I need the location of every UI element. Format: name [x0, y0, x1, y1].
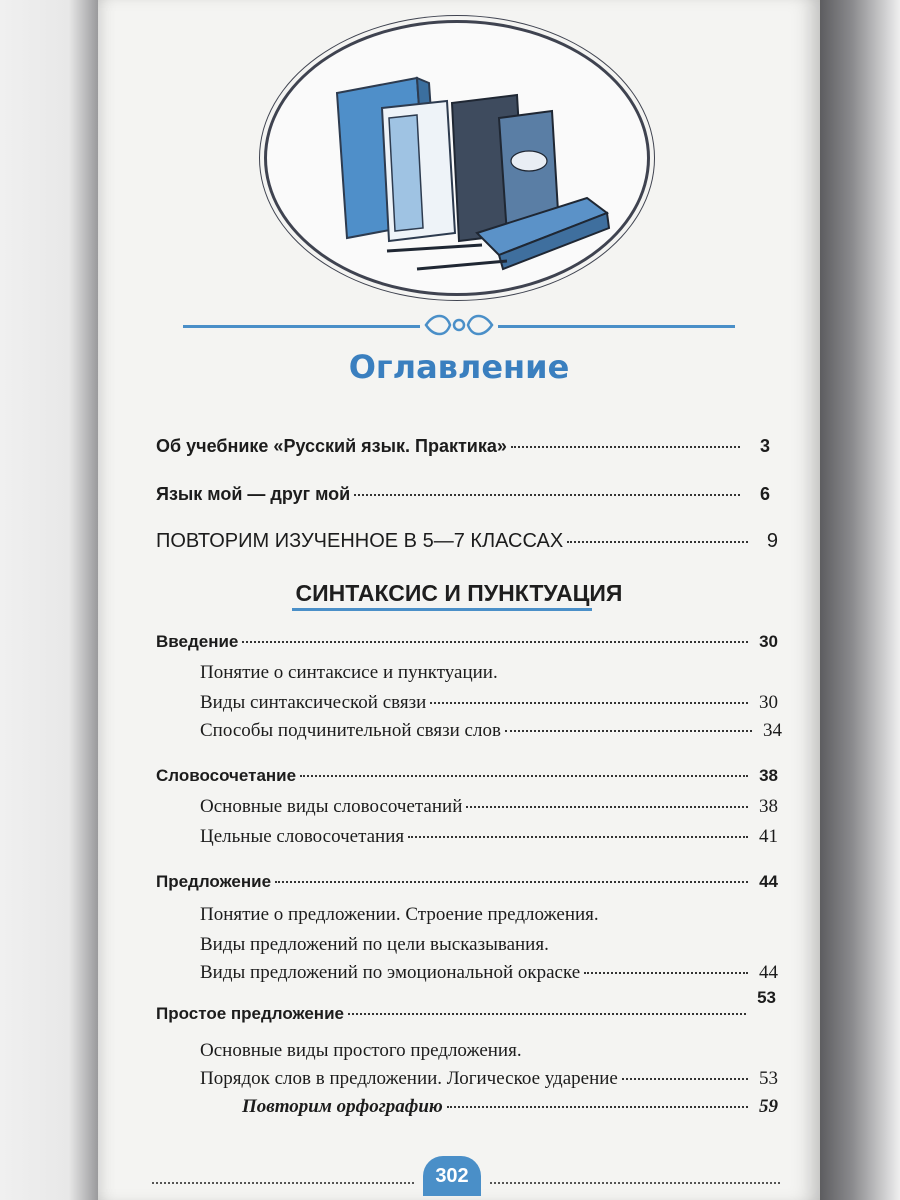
toc-entry[interactable]: [200, 720, 782, 742]
toc-entry-label: Простое предложение: [156, 1004, 344, 1023]
leader-dots: [348, 1012, 746, 1015]
toc-entry[interactable]: [156, 766, 778, 786]
toc-entry-label: Виды синтаксической связи: [200, 692, 427, 713]
toc-entry[interactable]: [242, 1096, 778, 1118]
ornament-icon: [420, 311, 498, 339]
left-page-edge: [0, 0, 98, 1200]
books-illustration: [264, 20, 650, 296]
toc-entry-label: Введение: [156, 632, 239, 651]
toc-entry-label: ПОВТОРИМ ИЗУЧЕННОЕ В 5—7 КЛАССАХ: [156, 530, 564, 552]
toc-entry-label: Предложение: [156, 872, 272, 891]
toc-entry-page: 30: [759, 632, 778, 651]
toc-entry-page: 3: [759, 436, 770, 456]
toc-entry-page: 30: [759, 692, 778, 713]
toc-entry-label: Виды предложений по цели высказывания.: [200, 934, 549, 955]
pen-icon: [387, 245, 482, 251]
leader-dots: [300, 774, 748, 777]
document-page: [98, 0, 820, 1200]
right-page-shadow: [820, 0, 900, 1200]
toc-entry-page: 38: [759, 766, 778, 785]
page-number: 302: [423, 1156, 481, 1196]
toc-entry-page: 44: [759, 962, 778, 983]
toc-entry-label: Способы подчинительной связи слов: [200, 720, 501, 741]
toc-entry[interactable]: [156, 530, 778, 553]
toc-entry-page: 53: [759, 1068, 778, 1089]
leader-dots: [584, 971, 748, 974]
toc-entry-page: 59: [759, 1096, 778, 1117]
toc-entry-page: 41: [759, 826, 778, 847]
toc-entry-label: Виды предложений по эмоциональной окраске: [200, 962, 581, 983]
toc-entry-label: Цельные словосочетания: [200, 826, 405, 847]
page-title: Оглавление: [348, 348, 570, 386]
footer-dots-right: [490, 1180, 780, 1184]
toc-entry-page: 9: [766, 530, 778, 552]
leader-dots: [408, 835, 748, 838]
toc-entry-label: Порядок слов в предложении. Логическое ударение: [200, 1068, 618, 1089]
book-stack-icon: [267, 23, 647, 293]
leader-dots: [511, 445, 740, 448]
leader-dots: [505, 729, 752, 732]
footer-dots-left: [152, 1180, 414, 1184]
toc-entry[interactable]: [200, 962, 778, 984]
toc-entry-label: Язык мой — друг мой: [156, 484, 351, 504]
toc-entry-label: Основные виды словосочетаний: [200, 796, 463, 817]
toc-entry[interactable]: [200, 662, 778, 684]
toc-entry-label: Понятие о синтаксисе и пунктуации.: [200, 662, 498, 683]
toc-entry-page: 53: [757, 988, 776, 1007]
leader-dots: [567, 540, 748, 543]
leader-dots: [622, 1077, 748, 1080]
leader-dots: [354, 493, 740, 496]
toc-entry[interactable]: [156, 632, 778, 652]
toc-entry-page: 44: [759, 872, 778, 891]
toc-entry[interactable]: [200, 692, 778, 714]
toc-entry[interactable]: [200, 1068, 778, 1090]
toc-entry[interactable]: [156, 872, 778, 892]
toc-entry-label: Словосочетание: [156, 766, 297, 785]
toc-entry[interactable]: [200, 934, 778, 956]
toc-entry-page: 38: [759, 796, 778, 817]
section-heading: СИНТАКСИС И ПУНКТУАЦИЯ: [295, 580, 623, 606]
section-underline: [292, 608, 592, 611]
leader-dots: [242, 640, 748, 643]
toc-entry-page: 6: [759, 484, 770, 504]
toc-entry[interactable]: [200, 904, 778, 926]
toc-entry-label: Понятие о предложении. Строение предложения.: [200, 904, 599, 925]
toc-entry-label: Повторим орфографию: [242, 1096, 443, 1117]
toc-entry[interactable]: [200, 1040, 778, 1062]
toc-entry-page: 34: [763, 720, 782, 741]
leader-dots: [447, 1105, 748, 1108]
toc-entry[interactable]: [156, 988, 776, 1024]
toc-entry-label: Основные виды простого предложения.: [200, 1040, 522, 1061]
leader-dots: [466, 805, 748, 808]
toc-entry[interactable]: [200, 796, 778, 818]
toc-entry-label: Об учебнике «Русский язык. Практика»: [156, 436, 507, 456]
toc-entry[interactable]: [156, 484, 770, 505]
leader-dots: [275, 880, 748, 883]
toc-entry[interactable]: [200, 826, 778, 848]
toc-entry[interactable]: [156, 436, 770, 457]
leader-dots: [430, 701, 748, 704]
